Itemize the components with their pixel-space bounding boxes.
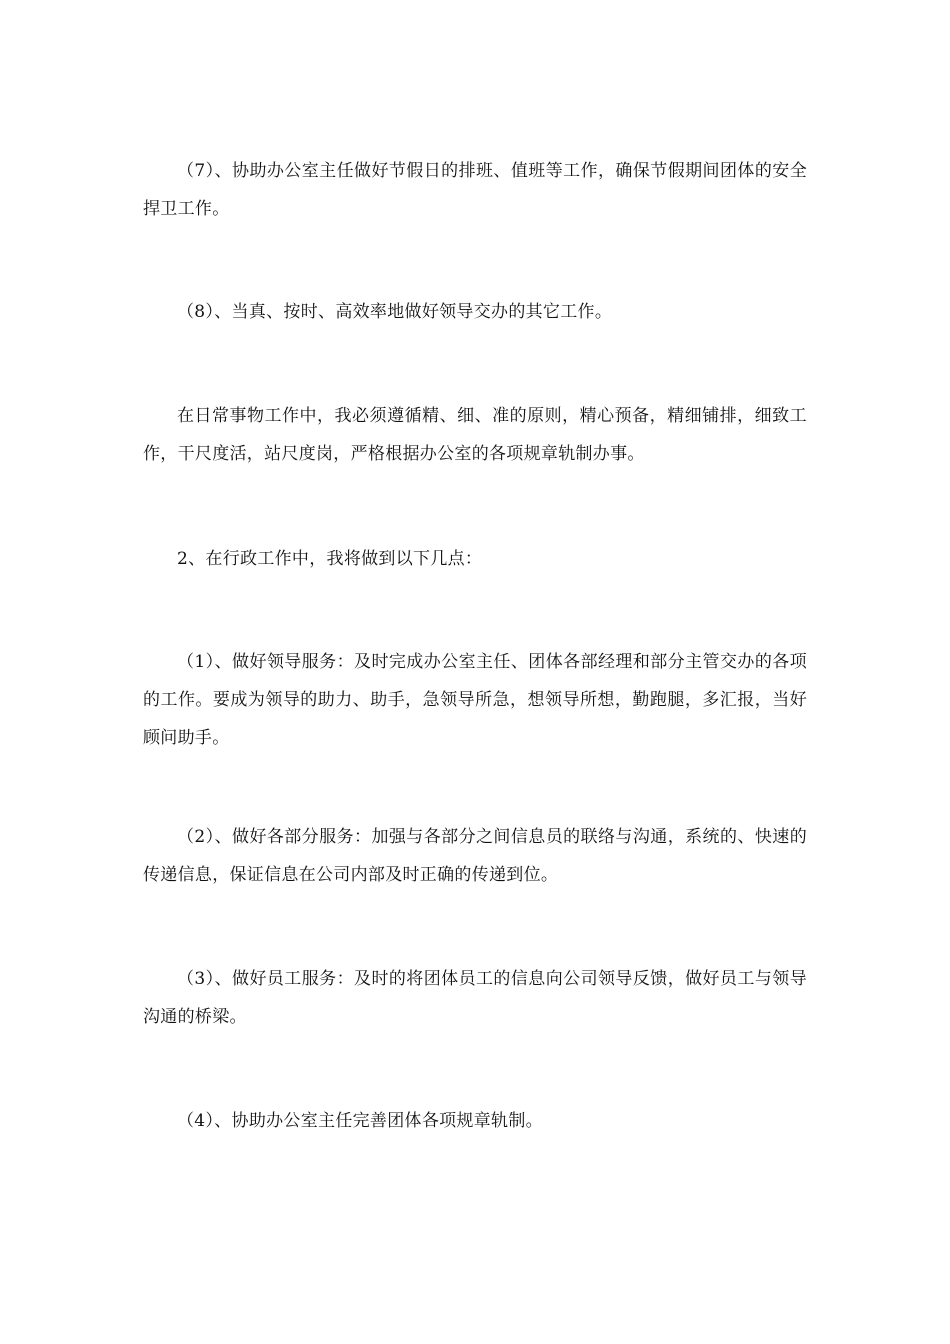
paragraph-item-8: （8）、当真、按时、高效率地做好领导交办的其它工作。 [177,302,613,322]
section-heading-admin-work: 2、在行政工作中，我将做到以下几点： [177,549,483,569]
paragraph-department-service: （2）、做好各部分服务：加强与各部分之间信息员的联络与沟通，系统的、快速的传递信息，保证信息在公司内部及时正确的传递到位。 [143,827,807,885]
paragraph-daily-work: 在日常事物工作中，我必须遵循精、细、准的原则，精心预备，精细铺排，细致工作，干尺度活，站尺度岗，严格根据办公室的各项规章轨制办事。 [143,406,807,464]
paragraph-regulations: （4）、协助办公室主任完善团体各项规章轨制。 [177,1111,543,1131]
paragraph-leader-service: （1）、做好领导服务：及时完成办公室主任、团体各部经理和部分主管交办的各项的工作。要成为领导的助力、助手，急领导所急，想领导所想，勤跑腿，多汇报，当好顾问助手。 [143,652,807,748]
paragraph-staff-service: （3）、做好员工服务：及时的将团体员工的信息向公司领导反馈，做好员工与领导沟通的桥梁。 [143,969,807,1027]
paragraph-item-7: （7）、协助办公室主任做好节假日的排班、值班等工作，确保节假期间团体的安全捍卫工作。 [143,161,807,219]
